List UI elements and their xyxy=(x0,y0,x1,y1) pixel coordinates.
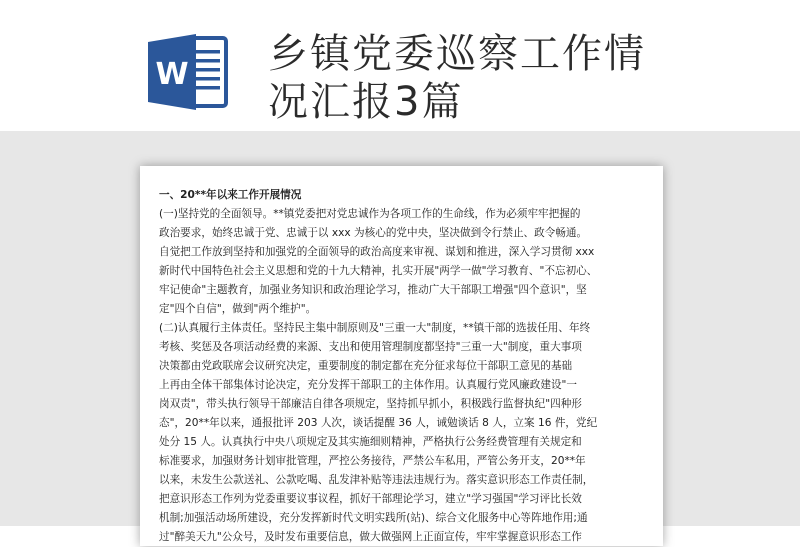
doc-line: 定"四个自信"，做到"两个维护"。 xyxy=(159,303,317,315)
word-icon-letter: W xyxy=(155,57,189,92)
doc-line: (二)认真履行主体责任。坚持民主集中制原则及"三重一大"制度，**镇干部的选拔任用、年终 xyxy=(159,322,591,334)
doc-line: 岗双责"，带头执行领导干部廉洁自律各项规定，坚持抓早抓小，积极践行监督执纪"四种形 xyxy=(159,398,582,410)
document-page xyxy=(140,166,663,546)
page-title xyxy=(268,30,768,126)
doc-line: 以来，未发生公款送礼、公款吃喝、乱发津补贴等违法违规行为。落实意识形态工作责任制， xyxy=(159,474,594,486)
doc-line: 把意识形态工作列为党委重要议事议程，抓好干部理论学习，建立"学习强国"学习评比长效 xyxy=(159,493,582,505)
doc-line: 政治要求，始终忠诚于党、忠诚于以 xxx 为核心的党中央，坚决做到令行禁止、政令畅通。 xyxy=(159,227,588,239)
doc-line: 态"，20**年以来，通报批评 203 人次，谈话提醒 36 人，诫勉谈话 8 人，立案 16 件，党纪 xyxy=(159,417,598,429)
doc-line: 自觉把工作放到坚持和加强党的全面领导的政治高度来审视、谋划和推进，深入学习贯彻 xxx xyxy=(159,246,595,258)
doc-line: 牢记使命"主题教育，加强业务知识和政治理论学习，推动广大干部职工增强"四个意识"，坚 xyxy=(159,284,587,296)
document-content xyxy=(159,186,645,547)
doc-line: 考核、奖惩及各项活动经费的来源、支出和使用管理制度都坚持"三重一大"制度，重大事项 xyxy=(159,341,582,353)
doc-line: 过"醉美天九"公众号，及时发布重要信息，做大做强网上正面宣传，牢牢掌握意识形态工作 xyxy=(159,531,582,543)
title-line-2: 况汇报3篇 xyxy=(268,79,464,125)
doc-line: 上再由全体干部集体讨论决定，充分发挥干部职工的主体作用。认真履行党风廉政建设"一 xyxy=(159,379,578,391)
doc-line: (一)坚持党的全面领导。**镇党委把对党忠诚作为各项工作的生命线，作为必须牢牢把握的 xyxy=(159,208,581,220)
section-heading: 一、20**年以来工作开展情况 xyxy=(159,189,302,201)
doc-line: 机制;加强活动场所建设，充分发挥新时代文明实践所(站)、综合文化服务中心等阵地作用;通 xyxy=(159,512,588,524)
doc-line: 处分 15 人。认真执行中央八项规定及其实施细则精神，严格执行公务经费管理有关规定和 xyxy=(159,436,582,448)
doc-line: 新时代中国特色社会主义思想和党的十九大精神，扎实开展"两学一做"学习教育、"不忘初心、 xyxy=(159,265,598,277)
word-icon xyxy=(146,30,230,114)
doc-line: 标准要求，加强财务计划审批管理，严控公务接待，严禁公车私用，严管公务开支，20**年 xyxy=(159,455,586,467)
doc-line: 决策都由党政联席会议研究决定，重要制度的制定都在充分征求每位干部职工意见的基础 xyxy=(159,360,573,372)
title-line-1: 乡镇党委巡察工作情 xyxy=(268,31,646,77)
